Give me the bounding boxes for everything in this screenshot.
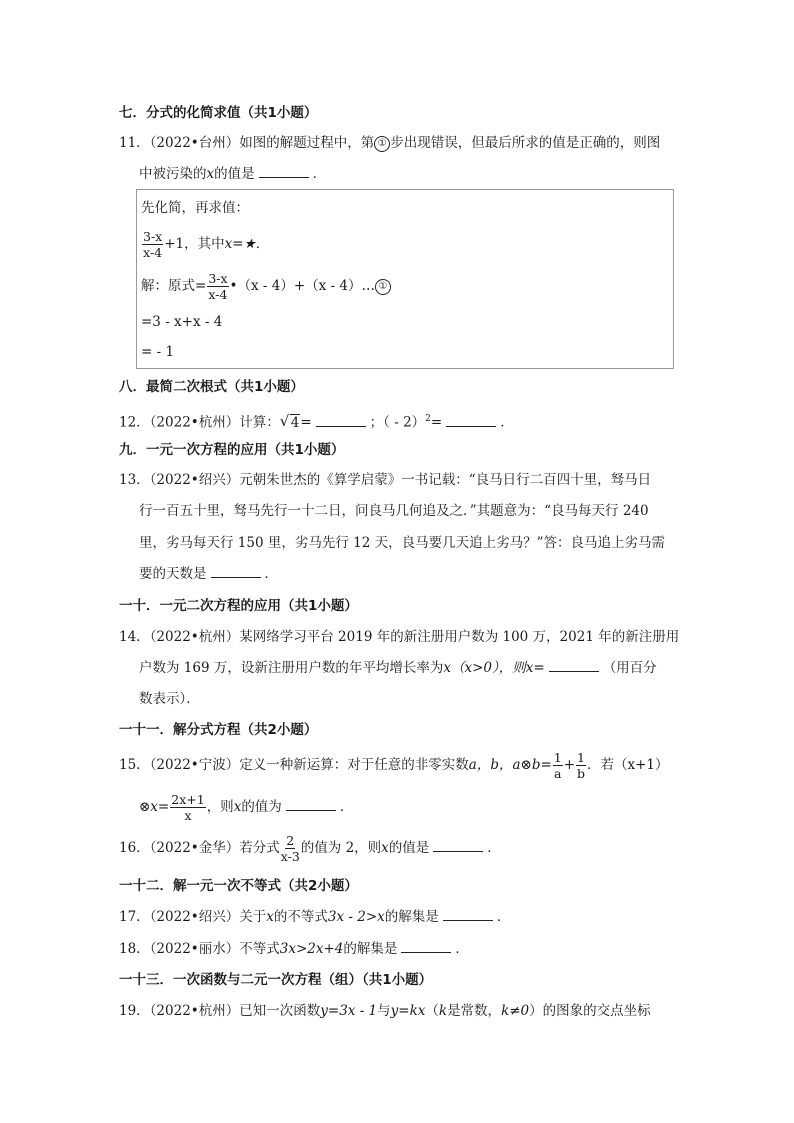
fraction: $\frac{2}{x-3}$	[280, 833, 300, 864]
solution-box	[136, 189, 674, 369]
question-17: 17．（2022•绍兴）关于x的不等式3x - 2>x的解集是 ．	[119, 909, 511, 925]
circled-one-icon: ①	[375, 279, 391, 295]
section-9-title: 九．一元一次方程的应用（共1小题）	[119, 442, 345, 458]
question-13-line-3: 里，劣马每天行 150 里，劣马先行 12 天，良马要几天追上劣马？”答：良马追上劣马需	[139, 535, 666, 551]
question-source: （2022•台州）	[149, 135, 240, 151]
question-13-line-2: 行一百五十里，驽马先行一十二日，问良马几何追及之．”其题意为：“良马每天行 240	[139, 503, 649, 519]
question-15-line-2: ⊗x= $\frac{2x+1}{x}$ ，则x的值为 ．	[139, 792, 354, 823]
answer-blank	[446, 413, 496, 427]
question-13-line-4: 要的天数是 ．	[139, 566, 278, 582]
question-11-line-2: 中被污染的x的值是 ．	[139, 166, 327, 182]
question-16: 16．（2022•金华）若分式 $\frac{2}{x-3}$ 的值为 2，则x的值是 ．	[119, 833, 501, 864]
fraction: $\frac{1}{b}$	[577, 750, 586, 781]
section-13-title: 一十三．一次函数与二元一次方程（组）（共1小题）	[119, 972, 433, 988]
answer-blank	[316, 413, 366, 427]
answer-blank	[443, 907, 493, 921]
box-title: 先化简，再求值：	[141, 200, 249, 216]
fraction: $\frac{2x+1}{x}$	[171, 792, 205, 823]
answer-blank	[401, 939, 451, 953]
box-solution: 解：原式= $\frac{3-x}{x-4}$ •（x - 4）+（x - 4）… ①	[141, 270, 391, 302]
section-12-title: 一十二．解一元一次不等式（共2小题）	[119, 878, 358, 894]
answer-blank	[549, 658, 599, 672]
question-15-line-1: 15．（2022•宁波）定义一种新运算：对于任意的非零实数a，b，a⊗b= $\frac{1}{a}$ + $\frac{1}{b}$ ．若（x+1）	[119, 750, 669, 781]
question-13-line-1: 13．（2022•绍兴）元朝朱世杰的《算学启蒙》一书记载：“良马日行二百四十里，驽马日	[119, 472, 652, 488]
question-18: 18．（2022•丽水）不等式3x>2x+4的解集是 ．	[119, 941, 469, 957]
fraction: $\frac{3-x}{x-4}$	[143, 229, 163, 260]
answer-blank	[286, 797, 336, 811]
question-11-line-1: 11．（2022•台州）如图的解题过程中，第 ① 步出现错误，但最后所求的值是正确的，则图	[119, 135, 661, 151]
square-root: √ 4	[279, 411, 300, 431]
circled-one-icon: ①	[374, 136, 390, 152]
question-14-line-1: 14．（2022•杭州）某网络学习平台 2019 年的新注册用户数为 100 万，2021 年的新注册用	[119, 629, 680, 645]
answer-blank	[433, 838, 483, 852]
section-11-title: 一十一．解分式方程（共2小题）	[119, 722, 318, 738]
answer-blank	[211, 564, 261, 578]
section-8-title: 八．最简二次根式（共1小题）	[119, 379, 304, 395]
fraction: $\frac{1}{a}$	[553, 750, 562, 781]
question-14-line-3: 数表示）．	[139, 691, 200, 707]
answer-blank	[259, 164, 309, 178]
box-step-2: =3 - x+x - 4	[141, 314, 223, 330]
section-7-title: 七．分式的化简求值（共1小题）	[119, 105, 318, 121]
box-step-3: = - 1	[141, 344, 175, 360]
section-10-title: 一十．一元二次方程的应用（共1小题）	[119, 598, 358, 614]
question-12: 12．（2022•杭州）计算： √ 4= ；（ - 2）$^2$= ．	[119, 411, 514, 431]
fraction: $\frac{3-x}{x-4}$	[208, 271, 228, 302]
question-19-line-1: 19．（2022•杭州）已知一次函数y=3x - 1与y=kx（k是常数，k≠0）的图象的交点坐标	[119, 1003, 651, 1019]
question-number: 11．	[119, 135, 150, 151]
question-14-line-2: 户数为 169 万，设新注册用户数的年平均增长率为x（x>0），则x= （用百分	[139, 660, 657, 676]
box-expression: $\frac{3-x}{x-4}$ +1，其中x=★．	[143, 229, 270, 260]
